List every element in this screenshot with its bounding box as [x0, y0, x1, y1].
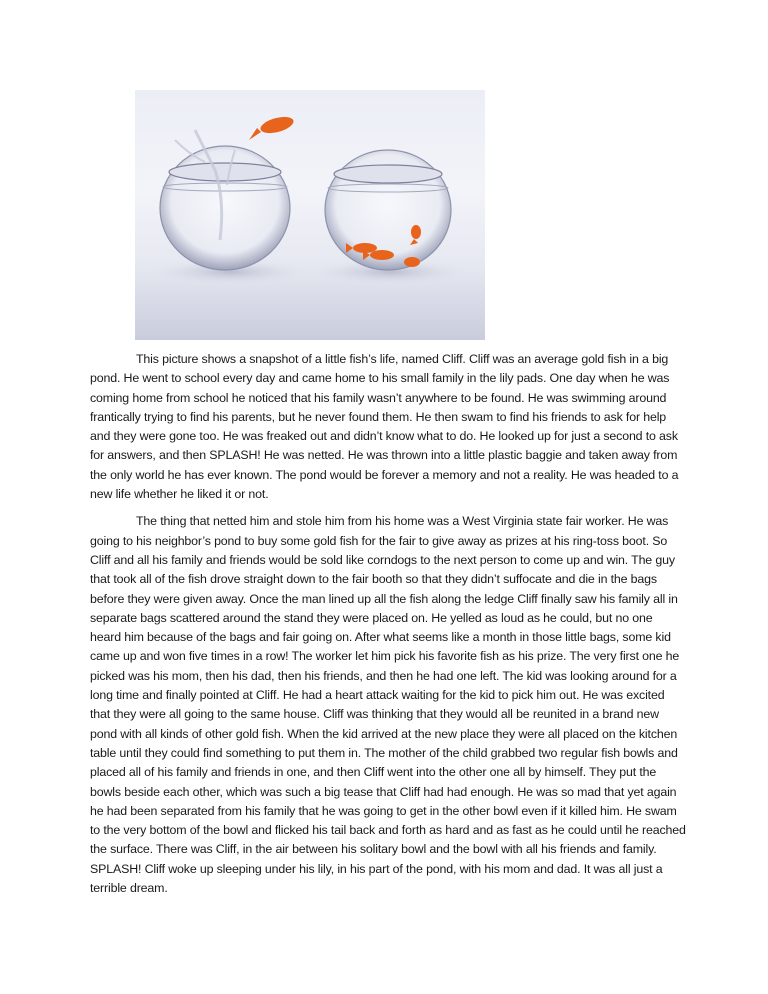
- fishbowl-illustration: [135, 90, 485, 340]
- goldfish-bowls-image: [135, 90, 485, 340]
- paragraph-1: This picture shows a snapshot of a little fish’s life, named Cliff. Cliff was an average gold fish in a big pond. He went to school every day and came home to his small family in the lily pads. One day when he was coming home from school he noticed that his family wasn’t anywhere to be found. He was swimming around frantically trying to find his parents, but he never found them. He then swam to find his friends to ask for help and they were gone too. He was freaked out and didn’t know what to do. He looked up for just a second to ask for answers, and then SPLASH! He was netted. He was thrown into a little plastic baggie and taken away from the only world he has ever known. The pond would be forever a memory and not a reality. He was headed to a new life whether he liked it or not.: [90, 352, 679, 502]
- jumping-fish: [249, 114, 295, 140]
- paragraph-2: The thing that netted him and stole him from his home was a West Virginia state fair worker. He was going to his neighbor’s pond to buy some gold fish for the fair to give away as prizes at his ring-toss boot. So Cliff and all his family and friends would be sold like corndogs to the next person to come up and win. The guy that took all of the fish drove straight down to the fair booth so that they didn’t suffocate and die in the bags before they were given away. Once the man lined up all the fish along the ledge Cliff finally saw his family all in separate bags scattered around the stand they were placed on. He yelled as loud as he could, but no one heard him because of the bags and fair going on. After what seems like a month in those little bags, some kid came up and won five times in a row! The worker let him pick his favorite fish as his prize. The very first one he picked was his mom, then his dad, then his friends, and then he had one left. The kid was looking around for a long time and finally pointed at Cliff. He had a heart attack waiting for the kid to pick him out. He was excited that they were all going to the same house. Cliff was thinking that they would all be reunited in a brand new pond with all kinds of other gold fish. When the kid arrived at the new place they were all placed on the kitchen table until they could find something to put them in. The mother of the child grabbed two regular fish bowls and placed all of his family and friends in one, and then Cliff went into the other one all by himself. They put the bowls beside each other, which was such a big tease that Cliff had had enough. He was so mad that yet again he had been separated from his family that he was going to get in the other bowl even if it killed him. He swam to the very bottom of the bowl and flicked his tail back and forth as hard and as fast as he could until he reached the surface. There was Cliff, in the air between his solitary bowl and the bowl with all his friends and family. SPLASH! Cliff woke up sleeping under his lily, in his part of the pond, with his mom and dad. It was all just a terrible dream.: [90, 514, 686, 896]
- story-text: [90, 350, 686, 906]
- left-bowl: [160, 130, 290, 270]
